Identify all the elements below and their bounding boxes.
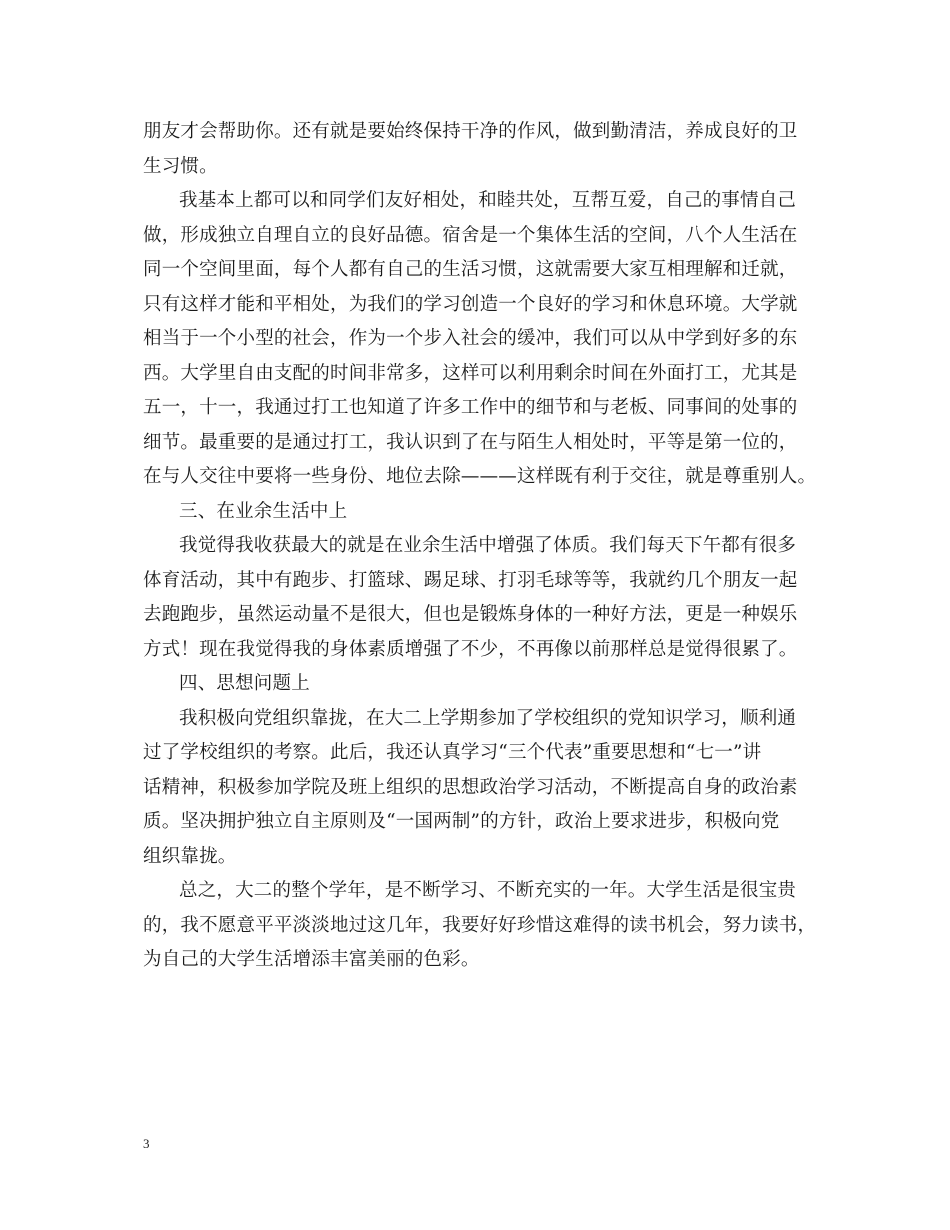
text-line: 四、思想问题上 [179, 673, 310, 694]
text-line: 只有这样才能和平相处，为我们的学习创造一个良好的学习和休息环境。大学就 [143, 293, 798, 315]
text-line: 生习惯。 [143, 155, 218, 177]
text-line: 方式！现在我觉得我的身体素质增强了不少，不再像以前那样总是觉得很累了。 [143, 638, 798, 660]
text-line: 做，形成独立自理自立的良好品德。宿舍是一个集体生活的空间，八个人生活在 [143, 224, 798, 246]
text-line: 西。大学里自由支配的时间非常多，这样可以利用剩余时间在外面打工，尤其是 [143, 362, 798, 384]
text-line: 的，我不愿意平平淡淡地过这几年，我要好好珍惜这难得的读书机会，努力读书， [143, 914, 817, 936]
text-line: 在与人交往中要将一些身份、地位去除———这样既有利于交往，就是尊重别人。 [143, 466, 817, 487]
text-line: 质。坚决拥护独立自主原则及“一国两制”的方针，政治上要求进步，积极向党 [143, 811, 780, 832]
text-line: 总之，大二的整个学年，是不断学习、不断充实的一年。大学生活是很宝贵 [179, 880, 797, 901]
text-line: 过了学校组织的考察。此后，我还认真学习“三个代表”重要思想和“七一”讲 [143, 742, 762, 763]
text-line: 我积极向党组织靠拢，在大二上学期参加了学校组织的党知识学习，顺利通 [179, 707, 797, 729]
text-line: 我基本上都可以和同学们友好相处，和睦共处，互帮互爱，自己的事情自己 [179, 190, 797, 211]
text-line: 去跑跑步，虽然运动量不是很大，但也是锻炼身体的一种好方法，更是一种娱乐 [143, 604, 798, 625]
text-line: 细节。最重要的是通过打工，我认识到了在与陌生人相处时，平等是第一位的， [143, 431, 798, 453]
text-line: 同一个空间里面，每个人都有自己的生活习惯，这就需要大家互相理解和迁就， [143, 259, 798, 280]
page-number: 3 [143, 1136, 150, 1151]
text-line: 相当于一个小型的社会，作为一个步入社会的缓冲，我们可以从中学到好多的东 [143, 328, 798, 349]
text-line: 为自己的大学生活增添丰富美丽的色彩。 [143, 949, 480, 970]
text-line: 三、在业余生活中上 [179, 500, 348, 522]
document-body [143, 115, 817, 978]
text-line: 五一，十一，我通过打工也知道了许多工作中的细节和与老板、同事间的处事的 [143, 397, 798, 418]
text-line: 组织靠拢。 [143, 845, 237, 867]
text-line: 体育活动，其中有跑步、打篮球、踢足球、打羽毛球等等，我就约几个朋友一起 [143, 569, 798, 591]
text-line: 我觉得我收获最大的就是在业余生活中增强了体质。我们每天下午都有很多 [179, 535, 797, 556]
text-line: 话精神，积极参加学院及班上组织的思想政治学习活动，不断提高自身的政治素 [143, 776, 798, 798]
text-line: 朋友才会帮助你。还有就是要始终保持干净的作风，做到勤清洁，养成良好的卫 [143, 121, 798, 142]
